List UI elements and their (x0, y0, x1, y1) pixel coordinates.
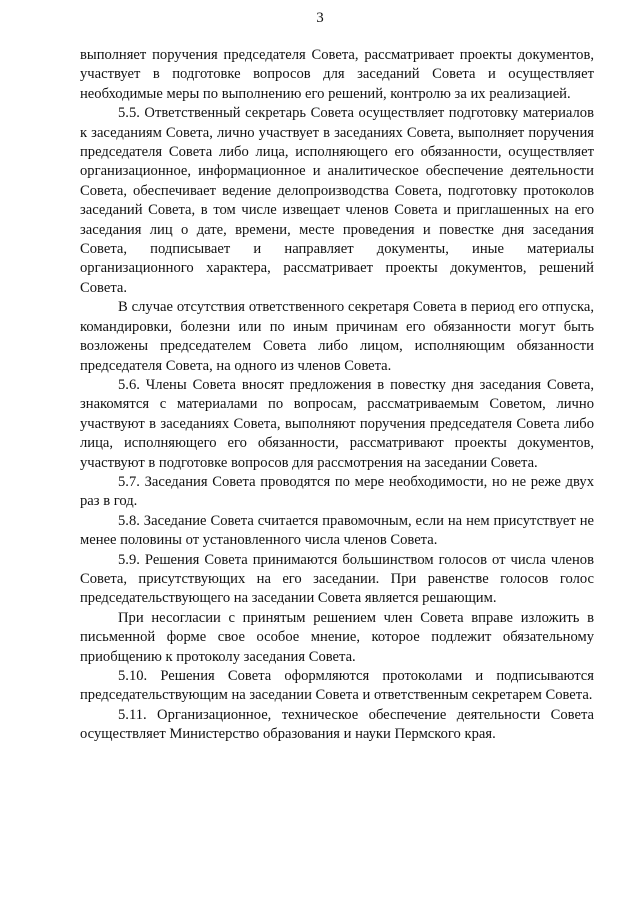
paragraph-5-11: 5.11. Организационное, техническое обеспечение деятельности Совета осуществляет Министерство образования и науки Пермского края. (80, 706, 594, 743)
document-body (80, 46, 594, 745)
paragraph-5-9: 5.9. Решения Совета принимаются большинством голосов от числа членов Совета, присутствующих на его заседании. При равенстве голосов голос председательствующего на заседании Совета является решающим. (80, 551, 594, 607)
page-number: 3 (316, 10, 324, 26)
paragraph-5-10: 5.10. Решения Совета оформляются протоколами и подписываются председательствующим на заседании Совета и ответственным секретарем Совета. (80, 668, 594, 704)
paragraph-5-6: 5.6. Члены Совета вносят предложения в повестку дня заседания Совета, знакомятся с материалами по вопросам, рассматриваемым Советом, лично участвуют в заседаниях Совета, выполняют поручения председателя Совета либо лица, исполняющего его обязанности, рассматривают проекты документов, участвуют в подготовке вопросов для рассмотрения на заседании Совета. (80, 376, 594, 471)
paragraph-5-5: 5.5. Ответственный секретарь Совета осуществляет подготовку материалов к заседаниям Совета, лично участвует в заседаниях Совета, выполняет поручения председателя Совета либо лица, исполняющего его обязанности, осуществляет организационное, информационное и аналитическое обеспечение деятельности Совета, обеспечивает ведение делопроизводства Совета, подготовку протоколов заседаний Совета, в том числе извещает членов Совета и приглашенных на его заседания лиц о дате, времени, месте проведения и повестке дня заседания Совета, подписывает и направляет документы, иные материалы организационного характера, рассматривает проекты документов, решений Совета. (80, 105, 594, 296)
paragraph-secretary-absence: В случае отсутствия ответственного секретаря Совета в период его отпуска, командировки, болезни или по иным причинам его обязанности могут быть возложены председателем Совета либо лицом, исполняющим обязанности председателя Совета, на одного из членов Совета. (80, 299, 594, 374)
paragraph-5-8: 5.8. Заседание Совета считается правомочным, если на нем присутствует не менее половины от установленного числа членов Совета. (80, 512, 594, 549)
paragraph-5-7: 5.7. Заседания Совета проводятся по мере необходимости, но не реже двух раз в год. (80, 473, 594, 510)
paragraph-dissent: При несогласии с принятым решением член Совета вправе изложить в письменной форме свое особое мнение, которое подлежит обязательному приобщению к протоколу заседания Совета. (80, 609, 594, 665)
paragraph-continuation: выполняет поручения председателя Совета, рассматривает проекты документов, участвует в подготовке вопросов для заседаний Совета и осуществляет необходимые меры по выполнению его решений, контролю за их реализацией. (80, 47, 594, 102)
